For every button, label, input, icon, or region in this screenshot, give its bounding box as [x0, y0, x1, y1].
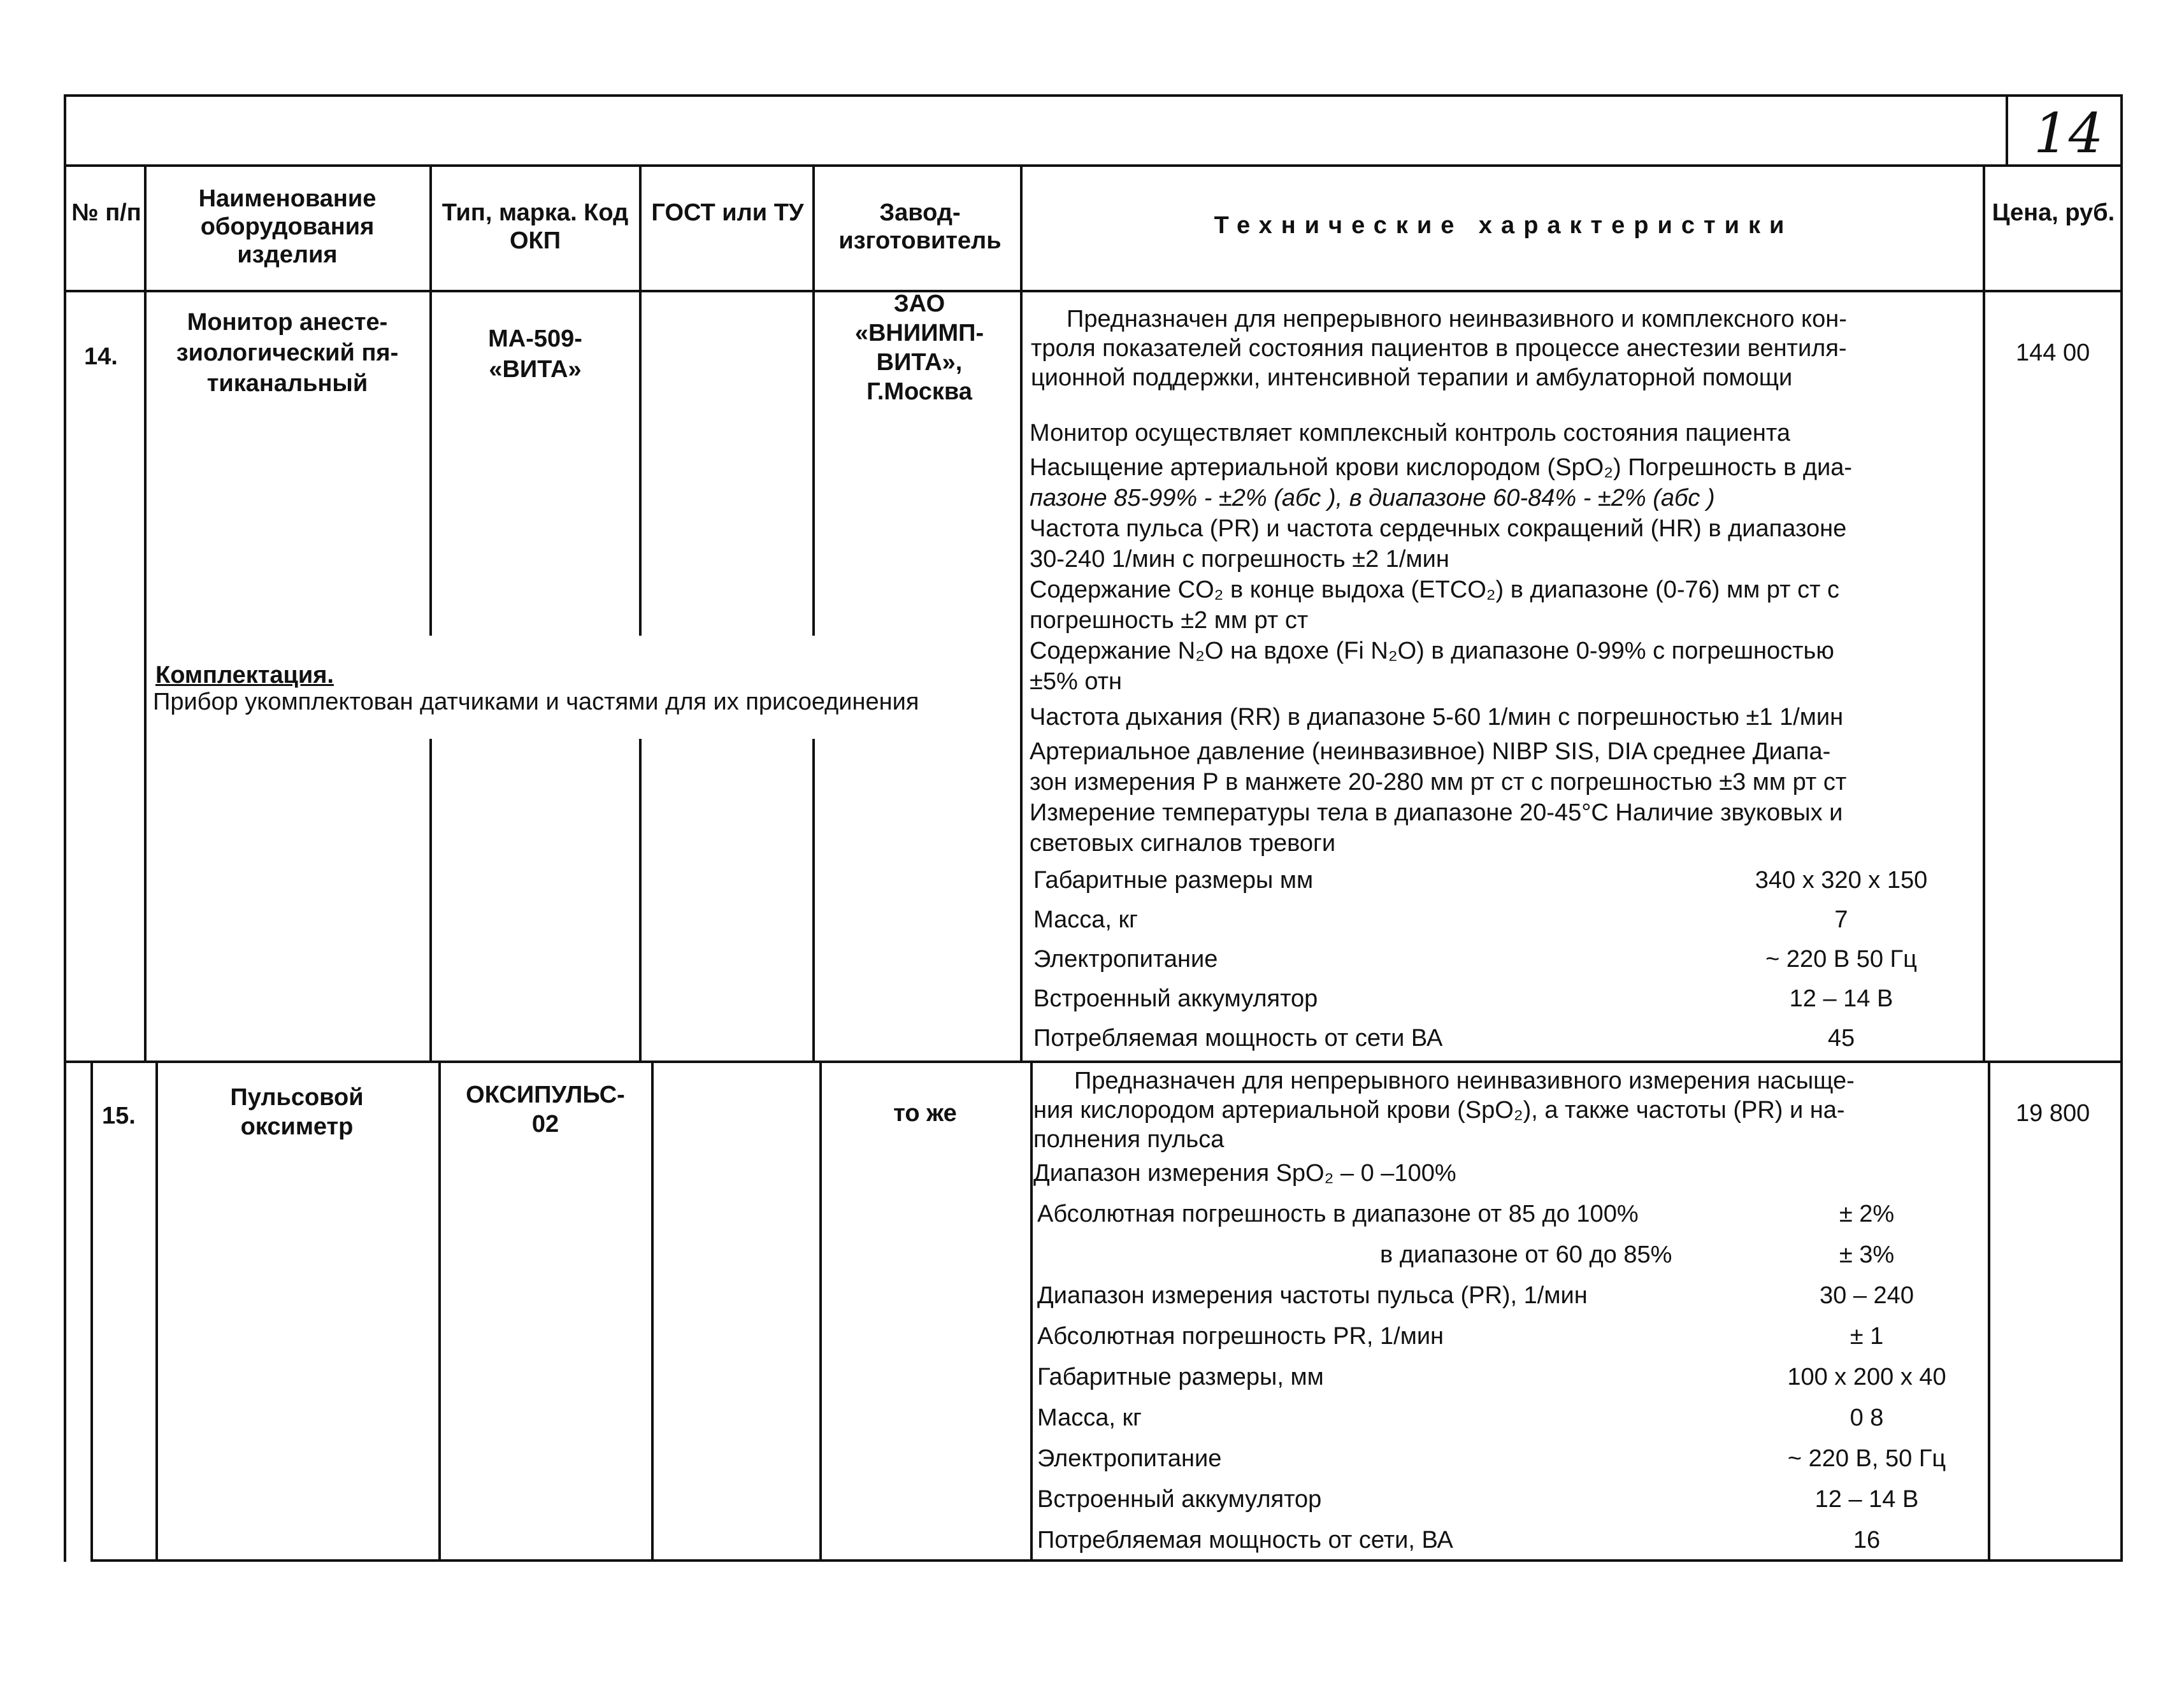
param-value: 12 – 14 В: [1789, 985, 1893, 1012]
spec-line: Артериальное давление (неинвазивное) NIBP SIS, DIA среднее Диапа-: [1030, 738, 1831, 765]
param-value: 30 – 240: [1820, 1282, 1914, 1309]
spec-line: 30-240 1/мин с погрешность ±2 1/мин: [1030, 546, 1449, 573]
spec-line: зон измерения Р в манжете 20-280 мм рт ст с погрешностью ±3 мм рт ст: [1030, 769, 1847, 796]
page-number: 14: [2034, 102, 2104, 166]
header-price: Цена, руб.: [1992, 199, 2115, 226]
param-value: ± 3%: [1839, 1241, 1895, 1268]
spec-line: Насыщение артериальной крови кислородом (SpO₂) Погрешность в диа-: [1030, 454, 1853, 481]
spec-line: Содержание N₂O на вдохе (Fi N₂O) в диапазоне 0-99% с погрешностью: [1030, 638, 1834, 664]
row14-kit-text: Прибор укомплектован датчиками и частями для их присоединения: [153, 689, 919, 715]
param-value: 12 – 14 В: [1814, 1486, 1919, 1513]
row14-spec-lines: [1030, 418, 1852, 859]
spec-line: Измерение температуры тела в диапазоне 20-45°С Наличие звуковых и: [1030, 799, 1843, 826]
spec-line: пазоне 85-99% - ±2% (абс ), в диапазоне 60-84% - ±2% (абс ): [1030, 485, 1715, 511]
spec-line: Содержание CO₂ в конце выдоха (ETCO₂) в диапазоне (0-76) мм рт ст с: [1030, 576, 1840, 603]
param-value: 0 8: [1850, 1404, 1884, 1431]
row14-num: 14.: [84, 343, 118, 370]
param-value: 16: [1853, 1527, 1881, 1554]
header-gost: ГОСТ или ТУ: [651, 199, 804, 226]
param-label: Встроенный аккумулятор: [1033, 985, 1318, 1012]
param-value: 7: [1834, 906, 1848, 933]
row15-type: ОКСИПУЛЬС- 02: [466, 1082, 625, 1138]
param-label: Электропитание: [1033, 946, 1218, 973]
row15-maker: то же: [893, 1100, 957, 1127]
row14-price: 144 00: [2016, 339, 2090, 366]
row15-name: Пульсовой оксиметр: [230, 1084, 364, 1140]
row15-purpose: Предназначен для непрерывного неинвазивного измерения насыще- ния кислородом артериальной крови (SpO₂), а также частоты (PR) и на- полнения пульса: [1033, 1068, 1855, 1153]
param-label: Габаритные размеры, мм: [1037, 1364, 1324, 1390]
param-label: Абсолютная погрешность PR, 1/мин: [1037, 1323, 1444, 1350]
param-value: ± 1: [1850, 1323, 1884, 1350]
param-label: Потребляемая мощность от сети ВА: [1033, 1025, 1443, 1052]
spec-line: погрешность ±2 мм рт ст: [1030, 607, 1309, 634]
row14-purpose: Предназначен для непрерывного неинвазивного и комплексного кон- троля показателей состояния пациентов в процессе анестезии вентиля- ционной поддержки, интенсивной терапии и амбулаторной помощи: [1031, 306, 1847, 391]
param-label: Потребляемая мощность от сети, ВА: [1037, 1527, 1453, 1554]
row14-name: Монитор анесте- зиологический пя- тиканальный: [176, 309, 399, 397]
param-value: ~ 220 В 50 Гц: [1765, 946, 1917, 973]
param-label: Электропитание: [1037, 1445, 1222, 1472]
header-type: Тип, марка. Код ОКП: [442, 199, 629, 254]
row15-price: 19 800: [2016, 1100, 2090, 1127]
header-specs: Технические характеристики: [1214, 212, 1793, 239]
param-label: в диапазоне от 60 до 85%: [1380, 1241, 1672, 1268]
spec-line: ±5% отн: [1030, 668, 1123, 695]
header-num: № п/п: [71, 199, 141, 226]
param-value: 340 х 320 х 150: [1755, 867, 1928, 894]
header-maker: Завод-изготовитель: [838, 199, 1002, 254]
spec-line: Частота дыхания (RR) в диапазоне 5-60 1/мин с погрешностью ±1 1/мин: [1030, 704, 1844, 731]
row14-kit-title: Комплектация.: [155, 662, 334, 689]
spec-line: Монитор осуществляет комплексный контроль состояния пациента: [1030, 420, 1791, 446]
param-label: Габаритные размеры мм: [1033, 867, 1314, 894]
header-name: Наименование оборудования изделия: [198, 185, 377, 268]
spec-line: Частота пульса (PR) и частота сердечных сокращений (HR) в диапазоне: [1030, 515, 1847, 542]
param-value: ~ 220 В, 50 Гц: [1787, 1445, 1946, 1472]
row15-num: 15.: [102, 1103, 136, 1129]
param-label: Масса, кг: [1037, 1404, 1142, 1431]
row15-range-line: Диапазон измерения SpO₂ – 0 –100%: [1033, 1160, 1456, 1187]
param-label: Абсолютная погрешность в диапазоне от 85 до 100%: [1037, 1201, 1639, 1227]
param-value: ± 2%: [1839, 1201, 1895, 1227]
param-value: 45: [1827, 1025, 1855, 1052]
row14-maker: ЗАО «ВНИИМП- ВИТА», Г.Москва: [854, 290, 984, 405]
param-value: 100 х 200 х 40: [1787, 1364, 1946, 1390]
param-label: Встроенный аккумулятор: [1037, 1486, 1322, 1513]
row14-type: МА-509- «ВИТА»: [488, 325, 582, 383]
param-label: Диапазон измерения частоты пульса (PR), 1/мин: [1037, 1282, 1588, 1309]
spec-line: световых сигналов тревоги: [1030, 830, 1336, 857]
param-label: Масса, кг: [1033, 906, 1138, 933]
